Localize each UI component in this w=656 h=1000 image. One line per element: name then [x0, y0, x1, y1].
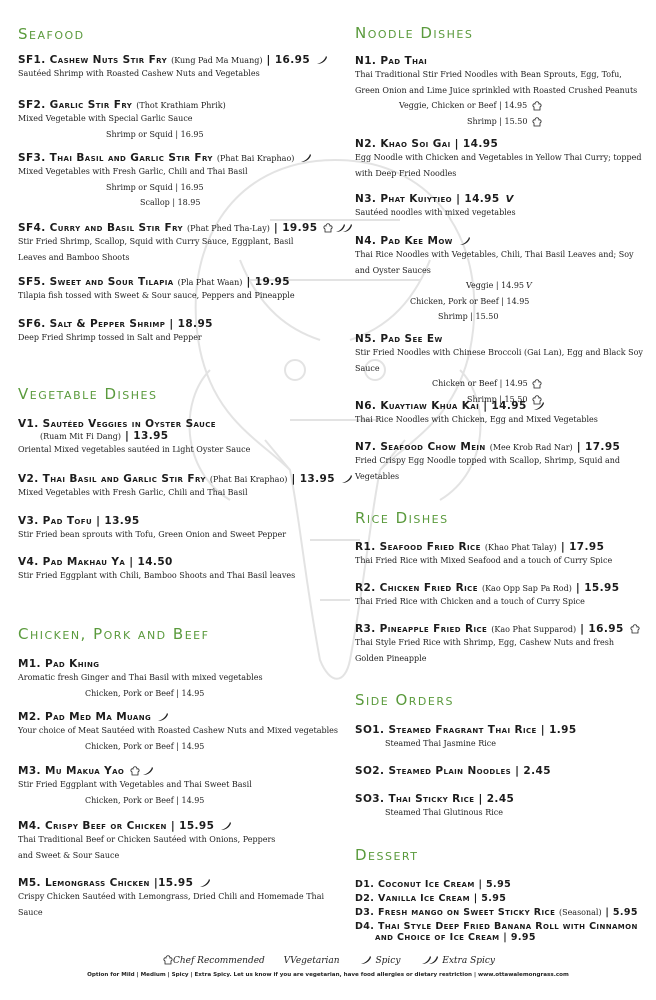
section-title-seafood: Seafood — [18, 25, 85, 43]
menu-item-d1: D1. Coconut Ice Cream | 5.95 — [355, 879, 512, 890]
chili-icon — [316, 55, 328, 65]
menu-item-sf2: SF2. Garlic Stir Fry (Thot Krathiam Phrik) Mixed Vegetable with Special Garlic Sauce Shrimp or Squid | 16.95 — [18, 99, 226, 142]
menu-item-n5: N5. Pad See Ew Stir Fried Noodles with Chinese Broccoli (Gai Lan), Egg and Black Soy Sauce Chicken or Beef | 14.95 Shrimp | 15.50 — [355, 333, 645, 407]
item-option: Shrimp or Squid | 16.95 — [106, 182, 204, 192]
item-description: Steamed Thai Glutinous Rice — [385, 808, 503, 817]
item-option: Scallop | 18.95 — [140, 198, 201, 207]
chili-icon — [199, 878, 211, 888]
chili-icon — [360, 955, 372, 965]
vegetarian-icon: V — [526, 281, 532, 291]
item-price: | 16.95 — [266, 54, 311, 66]
menu-item-n1: N1. Pad Thai Thai Traditional Stir Fried Noodles with Bean Sprouts, Egg, Tofu, Green Onion and Lime Juice sprinkled with Roasted Crushed Peanuts Veggie, Chicken or Beef | 14.95 Shrimp | 15.50 — [355, 55, 645, 129]
item-description: Thai Rice Noodles with Chicken, Egg and Mixed Vegetables — [355, 415, 598, 424]
item-name: SF1. Cashew Nuts Stir Fry — [18, 54, 168, 66]
menu-item-v2: V2. Thai Basil and Garlic Stir Fry (Phat Bai Kraphao) | 13.95 Mixed Vegetables with Fresh Garlic, Chili and Thai Basil — [18, 473, 353, 501]
icon-legend — [0, 955, 656, 966]
item-option: Chicken, Pork or Beef | 14.95 — [85, 795, 205, 805]
item-description: Thai Traditional Stir Fried Noodles with Bean Sprouts, Egg, Tofu, Green Onion and Lime Juice sprinkled with Roasted Crushed Peanuts — [355, 70, 638, 95]
item-description: Steamed Thai Jasmine Rice — [385, 739, 496, 748]
menu-item-v1: V1. Sautéed Veggies in Oyster Sauce (Ruam Mit Fi Dang) | 13.95 Oriental Mixed vegetables sautéed in Light Oyster Sauce — [18, 418, 250, 458]
menu-item-so3: SO3. Thai Sticky Rice | 2.45 Steamed Thai Glutinous Rice — [355, 793, 514, 821]
item-description: Thai Fried Rice with Mixed Seafood and a touch of Curry Spice — [355, 556, 613, 565]
chef-hat-icon — [532, 117, 542, 127]
item-option: Veggie, Chicken or Beef | 14.95 — [355, 98, 645, 114]
menu-item-n2: N2. Khao Soi Gai | 14.95 Egg Noodle with Chicken and Vegetables in Yellow Thai Curry; topped with Deep Fried Noodles — [355, 138, 645, 181]
menu-item-sf1 — [18, 54, 328, 82]
item-description: Fried Crispy Egg Noodle topped with Scallop, Shrimp, Squid and Vegetables — [355, 456, 621, 481]
item-description: Stir Fried Noodles with Chinese Broccoli (Gai Lan), Egg and Black Soy Sauce — [355, 348, 643, 373]
item-subtitle: (Kung Pad Ma Muang) — [171, 56, 263, 65]
chili-icon — [459, 236, 471, 246]
item-description: Sautéed Shrimp with Roasted Cashew Nuts and Vegetables — [18, 69, 260, 78]
chili-icon — [533, 401, 545, 411]
legend-vegetarian: VVegetarian — [283, 955, 340, 966]
menu-item-m5: M5. Lemongrass Chicken |15.95 Crispy Chicken Sautéed with Lemongrass, Dried Chili and Homemade Thai Sauce — [18, 877, 338, 920]
menu-item-d2: D2. Vanilla Ice Cream | 5.95 — [355, 893, 507, 904]
menu-item-d4: D4. Thai Style Deep Fried Banana Roll with Cinnamon and Choice of Ice Cream | 9.95 — [355, 921, 638, 943]
menu-item-m3: M3. Mu Makua Yao Stir Fried Eggplant with Vegetables and Thai Sweet Basil Chicken, Pork or Beef | 14.95 — [18, 765, 252, 808]
menu-item-sf3: SF3. Thai Basil and Garlic Stir Fry (Phat Bai Kraphao) Mixed Vegetables with Fresh Garlic, Chili and Thai Basil Shrimp or Squid | 16.95 Scallop | 18.95 — [18, 152, 312, 211]
item-description: Sautéed noodles with mixed vegetables — [355, 208, 516, 217]
section-title-noodle: Noodle Dishes — [355, 24, 474, 42]
item-description: Mixed Vegetables with Fresh Garlic, Chili and Thai Basil — [18, 488, 248, 497]
chef-hat-icon — [532, 379, 542, 389]
chili-icon — [142, 766, 154, 776]
item-description: Stir Fried bean sprouts with Tofu, Green Onion and Sweet Pepper — [18, 530, 287, 539]
item-description: Stir Fried Shrimp, Scallop, Squid with Curry Sauce, Eggplant, Basil Leaves and Bamboo Shoots — [18, 237, 294, 262]
legend-chef: Chef Recommended — [161, 956, 265, 966]
menu-item-m2: M2. Pad Med Ma Muang Your choice of Meat Sautéed with Roasted Cashew Nuts and Mixed vegetables Chicken, Pork or Beef | 14.95 — [18, 711, 338, 754]
item-option: Chicken, Pork or Beef | 14.95 — [410, 296, 530, 306]
item-description: Thai Rice Noodles with Vegetables, Chili, Thai Basil Leaves and; Soy and Oyster Sauces — [355, 250, 634, 275]
chili-icon — [220, 821, 232, 831]
chef-hat-icon — [532, 101, 542, 111]
item-description: Tilapia fish tossed with Sweet & Sour sauce, Peppers and Pineapple — [18, 291, 295, 300]
menu-item-n7: N7. Seafood Chow Mein (Mee Krob Rad Nar) | 17.95 Fried Crispy Egg Noodle topped with Scallop, Shrimp, Squid and Vegetables — [355, 441, 645, 484]
legend-spicy: Spicy — [358, 956, 400, 966]
menu-item-r2: R2. Chicken Fried Rice (Kao Opp Sap Pa Rod) | 15.95 Thai Fried Rice with Chicken and a touch of Curry Spice — [355, 582, 619, 610]
item-description: Deep Fried Shrimp tossed in Salt and Pepper — [18, 333, 202, 342]
item-option: Shrimp | 15.50 — [438, 312, 499, 322]
menu-item-m4: M4. Crispy Beef or Chicken | 15.95 Thai Traditional Beef or Chicken Sautéed with Onions, Peppers and Sweet & Sour Sauce — [18, 820, 278, 863]
item-option: Chicken, Pork or Beef | 14.95 — [85, 741, 205, 751]
menu-item-so1: SO1. Steamed Fragrant Thai Rice | 1.95 Steamed Thai Jasmine Rice — [355, 724, 577, 752]
item-option: Shrimp | 15.50 — [355, 114, 645, 130]
menu-item-n4: N4. Pad Kee Mow Thai Rice Noodles with Vegetables, Chili, Thai Basil Leaves and; Soy and Oyster Sauces Veggie | 14.95 V Chicken, Pork or Beef | 14.95 Shrimp | 15.50 — [355, 235, 645, 325]
section-title-rice: Rice Dishes — [355, 509, 449, 527]
menu-item-so2: SO2. Steamed Plain Noodles | 2.45 — [355, 765, 551, 777]
item-description: Your choice of Meat Sautéed with Roasted Cashew Nuts and Mixed vegetables — [18, 726, 339, 735]
item-description: Stir Fried Eggplant with Chili, Bamboo Shoots and Thai Basil leaves — [18, 571, 296, 580]
menu-item-v3: V3. Pad Tofu | 13.95 Stir Fried bean sprouts with Tofu, Green Onion and Sweet Pepper — [18, 515, 286, 543]
menu-item-n6: N6. Kuaytiaw Khua Kai | 14.95 Thai Rice Noodles with Chicken, Egg and Mixed Vegetables — [355, 400, 598, 428]
menu-item-r1: R1. Seafood Fried Rice (Khao Phat Talay) | 17.95 Thai Fried Rice with Mixed Seafood and a touch of Curry Spice — [355, 541, 612, 569]
item-description: Thai Style Fried Rice with Shrimp, Egg, Cashew Nuts and fresh Golden Pineapple — [355, 638, 615, 663]
chili-icon — [300, 153, 312, 163]
section-title-dessert: Dessert — [355, 846, 419, 864]
chili-icon — [341, 474, 353, 484]
item-description: Aromatic fresh Ginger and Thai Basil with mixed vegetables — [18, 673, 263, 682]
menu-item-r3: R3. Pineapple Fried Rice (Kao Phat Supparod) | 16.95 Thai Style Fried Rice with Shrimp, Egg, Cashew Nuts and fresh Golden Pineapple — [355, 623, 645, 666]
menu-item-sf6: SF6. Salt & Pepper Shrimp | 18.95 Deep Fried Shrimp tossed in Salt and Pepper — [18, 318, 213, 346]
section-title-vegetable: Vegetable Dishes — [18, 385, 158, 403]
extra-spicy-icon — [335, 223, 353, 233]
item-description: Mixed Vegetables with Fresh Garlic, Chili and Thai Basil — [18, 167, 248, 176]
item-description: Crispy Chicken Sautéed with Lemongrass, Dried Chili and Homemade Thai Sauce — [18, 892, 325, 917]
item-description: Oriental Mixed vegetables sautéed in Light Oyster Sauce — [18, 445, 251, 454]
item-option: Shrimp or Squid | 16.95 — [106, 129, 204, 139]
legend-extra-spicy: Extra Spicy — [419, 956, 495, 966]
menu-item-sf4: SF4. Curry and Basil Stir Fry (Phat Phed Tha-Lay) | 19.95 Stir Fried Shrimp, Scallop, Squid with Curry Sauce, Eggplant, Basil Leaves and Bamboo Shoots — [18, 222, 343, 265]
extra-spicy-icon — [421, 955, 439, 965]
chili-icon — [157, 712, 169, 722]
item-option: Shrimp | 15.50 — [355, 392, 645, 408]
menu-item-v4: V4. Pad Makhau Ya | 14.50 Stir Fried Eggplant with Chili, Bamboo Shoots and Thai Basil leaves — [18, 556, 295, 584]
item-description: Mixed Vegetable with Special Garlic Sauce — [18, 114, 193, 123]
section-title-side: Side Orders — [355, 691, 454, 709]
menu-item-d3: D3. Fresh mango on Sweet Sticky Rice (Seasonal) | 5.95 — [355, 907, 638, 918]
menu-item-sf5: SF5. Sweet and Sour Tilapia (Pla Phat Waan) | 19.95 Tilapia fish tossed with Sweet & Sour sauce, Peppers and Pineapple — [18, 276, 295, 304]
chef-hat-icon — [163, 955, 173, 965]
vegetarian-icon: V — [283, 955, 291, 966]
item-description: Stir Fried Eggplant with Vegetables and Thai Sweet Basil — [18, 780, 252, 789]
section-title-chicken: Chicken, Pork and Beef — [18, 625, 210, 643]
chef-hat-icon — [130, 766, 140, 776]
item-description: Thai Fried Rice with Chicken and a touch of Curry Spice — [355, 597, 585, 606]
menu-item-m1: M1. Pad Khing Aromatic fresh Ginger and Thai Basil with mixed vegetables Chicken, Pork or Beef | 14.95 — [18, 658, 263, 701]
footer-note: Option for Mild | Medium | Spicy | Extra Spicy. Let us know if you are vegetarian, have food allergies or dietary restriction | www.ottawalemongrass.com — [87, 972, 569, 978]
item-option: Chicken or Beef | 14.95 — [355, 376, 645, 392]
chef-hat-icon — [630, 624, 640, 634]
item-description: Thai Traditional Beef or Chicken Sautéed with Onions, Peppers and Sweet & Sour Sauce — [18, 835, 276, 860]
chef-hat-icon — [323, 223, 333, 233]
menu-item-n3: N3. Phat Kuiytieo | 14.95 V Sautéed noodles with mixed vegetables — [355, 193, 516, 221]
item-description: Egg Noodle with Chicken and Vegetables in Yellow Thai Curry; topped with Deep Fried Noodles — [355, 153, 642, 178]
item-option: Veggie | 14.95 V — [355, 278, 645, 294]
vegetarian-icon: V — [505, 193, 514, 205]
item-option: Chicken, Pork or Beef | 14.95 — [85, 688, 205, 698]
